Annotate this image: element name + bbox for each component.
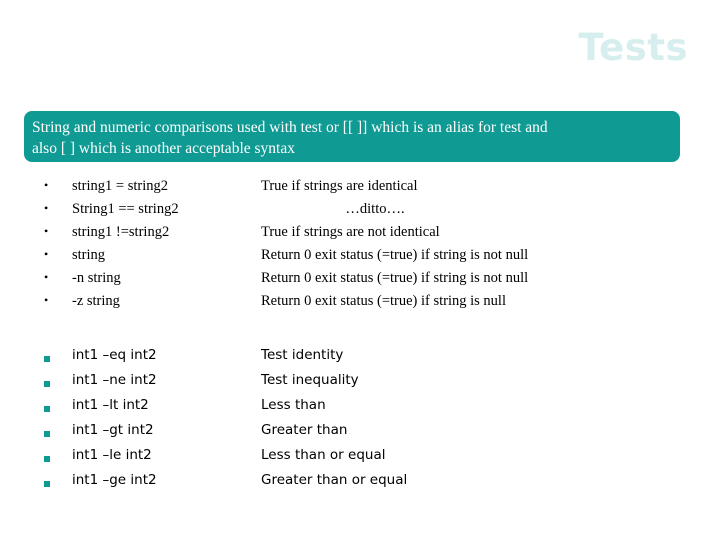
square-bullet-icon — [44, 447, 50, 463]
intro-line-1: String and numeric comparisons used with test or [[ ]] which is an alias for test and — [32, 119, 548, 136]
test-description: Return 0 exit status (=true) if string is not null — [261, 247, 529, 263]
string-test-row — [0, 247, 720, 269]
test-description: Test identity — [261, 347, 344, 363]
numeric-test-row — [0, 422, 720, 444]
test-expression: string — [72, 247, 106, 263]
bullet-dot-icon: • — [44, 293, 49, 307]
numeric-test-row — [0, 472, 720, 494]
string-test-row — [0, 224, 720, 246]
test-description: Test inequality — [261, 372, 359, 388]
square-bullet-icon — [44, 472, 50, 488]
numeric-test-row — [0, 372, 720, 394]
test-expression: String1 == string2 — [72, 201, 179, 217]
slide-title: Tests — [578, 26, 688, 69]
numeric-test-row — [0, 447, 720, 469]
test-expression: int1 –gt int2 — [72, 422, 154, 438]
test-description: Return 0 exit status (=true) if string is null — [261, 293, 506, 309]
square-bullet-icon — [44, 422, 50, 438]
bullet-dot-icon: • — [44, 270, 49, 284]
numeric-test-row — [0, 397, 720, 419]
test-description: Less than — [261, 397, 326, 413]
bullet-dot-icon: • — [44, 201, 49, 215]
bullet-dot-icon: • — [44, 224, 49, 238]
numeric-test-row — [0, 347, 720, 369]
square-bullet-icon — [44, 397, 50, 413]
test-expression: -n string — [72, 270, 121, 286]
test-expression: int1 –eq int2 — [72, 347, 157, 363]
intro-box — [24, 111, 680, 162]
test-expression: -z string — [72, 293, 120, 309]
bullet-dot-icon: • — [44, 247, 49, 261]
test-description: True if strings are not identical — [261, 224, 440, 240]
test-description: Greater than — [261, 422, 348, 438]
test-description: Return 0 exit status (=true) if string is not null — [261, 270, 529, 286]
test-expression: int1 –le int2 — [72, 447, 152, 463]
test-description: …ditto…. — [345, 201, 405, 217]
string-test-row — [0, 293, 720, 315]
test-expression: int1 –lt int2 — [72, 397, 149, 413]
square-bullet-icon — [44, 372, 50, 388]
test-expression: int1 –ne int2 — [72, 372, 157, 388]
bullet-dot-icon: • — [44, 178, 49, 192]
square-bullet-icon — [44, 347, 50, 363]
test-description: Less than or equal — [261, 447, 386, 463]
test-description: Greater than or equal — [261, 472, 408, 488]
test-description: True if strings are identical — [261, 178, 418, 194]
string-test-row — [0, 178, 720, 200]
test-expression: int1 –ge int2 — [72, 472, 157, 488]
test-expression: string1 = string2 — [72, 178, 168, 194]
test-expression: string1 !=string2 — [72, 224, 170, 240]
string-test-row — [0, 201, 720, 223]
string-test-row — [0, 270, 720, 292]
intro-line-2: also [ ] which is another acceptable syntax — [32, 140, 295, 157]
